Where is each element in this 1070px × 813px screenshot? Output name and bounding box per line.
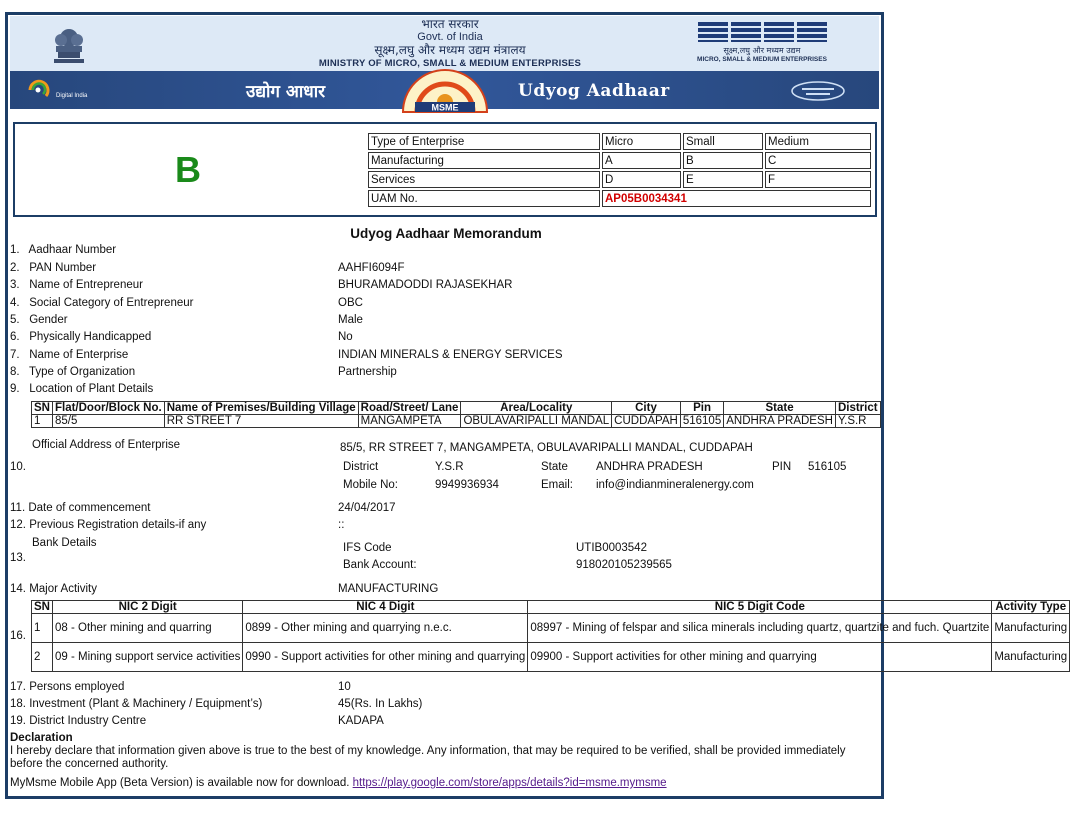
field-label: Location of Plant Details — [29, 383, 154, 395]
field-number: 19. — [10, 715, 26, 727]
enterprise-type-table — [366, 131, 873, 209]
field-row — [10, 383, 153, 395]
plant-cell: 516105 — [680, 415, 723, 428]
nic-header: Activity Type — [992, 601, 1070, 614]
field-label: Major Activity — [29, 583, 97, 595]
digital-india-logo-icon — [24, 76, 112, 104]
field-row — [10, 583, 97, 595]
plant-header: Name of Premises/Building Village — [164, 402, 358, 415]
account-label: Bank Account: — [343, 559, 417, 571]
plant-cell: MANGAMPETA — [358, 415, 461, 428]
plant-location-table — [31, 401, 881, 428]
field-number: 6. — [10, 331, 20, 343]
ministry-name: MINISTRY OF MICRO, SMALL & MEDIUM ENTERPRISES — [318, 58, 582, 69]
hindi-ministry: सूक्ष्म,लघु और मध्यम उद्यम मंत्रालय — [374, 43, 526, 57]
et-cell: Medium — [765, 133, 871, 150]
field-number: 14. — [10, 583, 26, 595]
field-row — [10, 297, 193, 309]
msme-hindi: सूक्ष्म,लघु और मध्यम उद्यम — [723, 46, 801, 55]
field-number: 4. — [10, 297, 20, 309]
field-label: Physically Handicapped — [29, 331, 152, 343]
plant-header: Pin — [680, 402, 723, 415]
plant-cell: Y.S.R — [835, 415, 880, 428]
field-value: BHURAMADODDI RAJASEKHAR — [338, 279, 513, 291]
udyog-aadhaar-logo-icon — [395, 72, 495, 112]
msme-logo-icon — [677, 22, 847, 42]
nic-cell: 08997 - Mining of felspar and silica minerals including quartz, quartzite and fuch. Quartzite — [528, 614, 992, 643]
nic-header: NIC 2 Digit — [52, 601, 242, 614]
plant-header: Flat/Door/Block No. — [52, 402, 164, 415]
account-value: 918020105239565 — [576, 559, 672, 571]
field-row — [10, 262, 96, 274]
plant-header: Road/Street/ Lane — [358, 402, 461, 415]
field-label: Persons employed — [29, 681, 125, 693]
et-cell: Services — [368, 171, 600, 188]
uam-label: UAM No. — [368, 190, 600, 207]
nic-header: NIC 5 Digit Code — [528, 601, 992, 614]
plant-header: City — [612, 402, 681, 415]
national-emblem-icon — [44, 22, 94, 66]
et-cell: B — [683, 152, 763, 169]
et-cell: F — [765, 171, 871, 188]
mobile-label: Mobile No: — [343, 479, 398, 491]
major-activity-value: MANUFACTURING — [338, 583, 439, 595]
field-number: 9. — [10, 383, 20, 395]
nic-cell: 0990 - Support activities for other mining and quarrying — [243, 643, 528, 672]
field-label: Name of Enterprise — [29, 349, 129, 361]
field-row — [10, 519, 206, 531]
et-cell: A — [602, 152, 681, 169]
nic-cell: Manufacturing — [992, 643, 1070, 672]
field-number: 10. — [10, 461, 26, 473]
field-value: Male — [338, 314, 363, 326]
table-row — [32, 415, 881, 428]
plant-header: Area/Locality — [461, 402, 612, 415]
field-value: OBC — [338, 297, 363, 309]
table-row — [32, 614, 1070, 643]
nic-code-table — [31, 600, 1070, 672]
field-row — [10, 681, 124, 693]
hindi-govt: भारत सरकार — [421, 17, 479, 31]
nic-cell: 1 — [32, 614, 53, 643]
pin-label: PIN — [772, 461, 792, 473]
field-number: 11. — [10, 502, 26, 514]
plant-header: SN — [32, 402, 53, 415]
district-label: District — [343, 461, 379, 473]
field-number: 5. — [10, 314, 20, 326]
field-label: District Industry Centre — [29, 715, 147, 727]
plant-header: District — [835, 402, 880, 415]
field-row — [10, 331, 151, 343]
field-label: PAN Number — [29, 262, 97, 274]
et-cell: E — [683, 171, 763, 188]
field-row — [10, 244, 116, 256]
nic-cell: 09900 - Support activities for other mining and quarrying — [528, 643, 992, 672]
field-number: 2. — [10, 262, 20, 274]
et-cell: Manufacturing — [368, 152, 600, 169]
district-value: Y.S.R — [435, 461, 464, 473]
nic-cell: 0899 - Other mining and quarrying n.e.c. — [243, 614, 528, 643]
field-label: Name of Entrepreneur — [29, 279, 143, 291]
field-value: 45(Rs. In Lakhs) — [338, 698, 423, 710]
government-heading — [270, 18, 630, 70]
udyog-english-title: Udyog Aadhaar — [518, 81, 670, 101]
nic-cell: 08 - Other mining and quarring — [52, 614, 242, 643]
plant-cell: CUDDAPAH — [612, 415, 681, 428]
plant-cell: OBULAVARIPALLI MANDAL — [461, 415, 612, 428]
field-label: Date of commencement — [28, 502, 151, 514]
play-store-link[interactable]: https://play.google.com/store/apps/details?id=msme.mymsme — [352, 777, 667, 789]
plant-cell: RR STREET 7 — [164, 415, 358, 428]
declaration-text: I hereby declare that information given above is true to the best of my knowledge. Any information, that may be required to be verified, shall be provided immediately before the concerned authority. — [10, 745, 846, 770]
field-number: 12. — [10, 519, 26, 531]
field-value: AAHFI6094F — [338, 262, 405, 274]
declaration-heading: Declaration — [10, 732, 73, 744]
field-label: Social Category of Entrepreneur — [29, 297, 194, 309]
plant-cell: ANDHRA PRADESH — [724, 415, 836, 428]
bank-label: Bank Details — [32, 537, 97, 549]
aadhaar-logo-text: MSME — [431, 102, 459, 113]
field-row — [10, 366, 135, 378]
field-value: KADAPA — [338, 715, 384, 727]
field-number: 18. — [10, 698, 26, 710]
state-value: ANDHRA PRADESH — [596, 461, 703, 473]
plant-header: State — [724, 402, 836, 415]
et-cell: D — [602, 171, 681, 188]
et-cell: C — [765, 152, 871, 169]
plant-cell: 85/5 — [52, 415, 164, 428]
nic-header: NIC 4 Digit — [243, 601, 528, 614]
ifs-value: UTIB0003542 — [576, 542, 647, 554]
app-notice — [10, 777, 667, 789]
field-row — [10, 698, 262, 710]
plant-cell: 1 — [32, 415, 53, 428]
field-label: Investment (Plant & Machinery / Equipment’s) — [29, 698, 263, 710]
msme-english: MICRO, SMALL & MEDIUM ENTERPRISES — [697, 56, 827, 63]
field-label: Previous Registration details-if any — [29, 519, 207, 531]
email-label: Email: — [541, 479, 573, 491]
table-row — [32, 643, 1070, 672]
et-cell: Small — [683, 133, 763, 150]
field-row — [10, 349, 128, 361]
field-row — [10, 279, 143, 291]
field-number: 16. — [10, 630, 26, 642]
nic-cell: 2 — [32, 643, 53, 672]
field-number: 7. — [10, 349, 20, 361]
nic-cell: 09 - Mining support service activities — [52, 643, 242, 672]
commencement-value: 24/04/2017 — [338, 502, 396, 514]
udyog-hindi-title: उद्योग आधार — [246, 82, 326, 102]
field-value: INDIAN MINERALS & ENERGY SERVICES — [338, 349, 563, 361]
state-label: State — [541, 461, 568, 473]
field-number: 13. — [10, 552, 26, 564]
enterprise-grade: B — [175, 149, 201, 190]
office-label: Official Address of Enterprise — [32, 439, 181, 451]
field-row — [10, 715, 146, 727]
et-cell: Micro — [602, 133, 681, 150]
pin-value: 516105 — [808, 461, 847, 473]
previous-value: :: — [338, 519, 345, 531]
field-label: Aadhaar Number — [28, 244, 117, 256]
app-text: MyMsme Mobile App (Beta Version) is available now for download. — [10, 777, 350, 789]
field-value: Partnership — [338, 366, 397, 378]
nic-header: SN — [32, 601, 53, 614]
uam-number: AP05B0034341 — [602, 190, 871, 207]
field-row — [10, 502, 150, 514]
field-row — [10, 314, 68, 326]
email-value: info@indianmineralenergy.com — [596, 479, 754, 491]
msme-logo — [677, 22, 847, 63]
office-address: 85/5, RR STREET 7, MANGAMPETA, OBULAVARIPALLI MANDAL, CUDDAPAH — [340, 442, 753, 454]
field-number: 3. — [10, 279, 20, 291]
field-number: 17. — [10, 681, 26, 693]
memorandum-title: Udyog Aadhaar Memorandum — [350, 226, 542, 241]
field-value: 10 — [338, 681, 351, 693]
ifs-label: IFS Code — [343, 542, 392, 554]
et-cell: Type of Enterprise — [368, 133, 600, 150]
field-number: 8. — [10, 366, 20, 378]
nic-cell: Manufacturing — [992, 614, 1070, 643]
digital-india-text: Digital India — [56, 93, 88, 99]
field-value: No — [338, 331, 353, 343]
govt-of-india: Govt. of India — [417, 31, 483, 43]
field-number: 1. — [10, 244, 20, 256]
field-label: Type of Organization — [28, 366, 136, 378]
emblem-right-icon — [790, 80, 846, 102]
field-label: Gender — [29, 314, 68, 326]
mobile-value: 9949936934 — [435, 479, 499, 491]
